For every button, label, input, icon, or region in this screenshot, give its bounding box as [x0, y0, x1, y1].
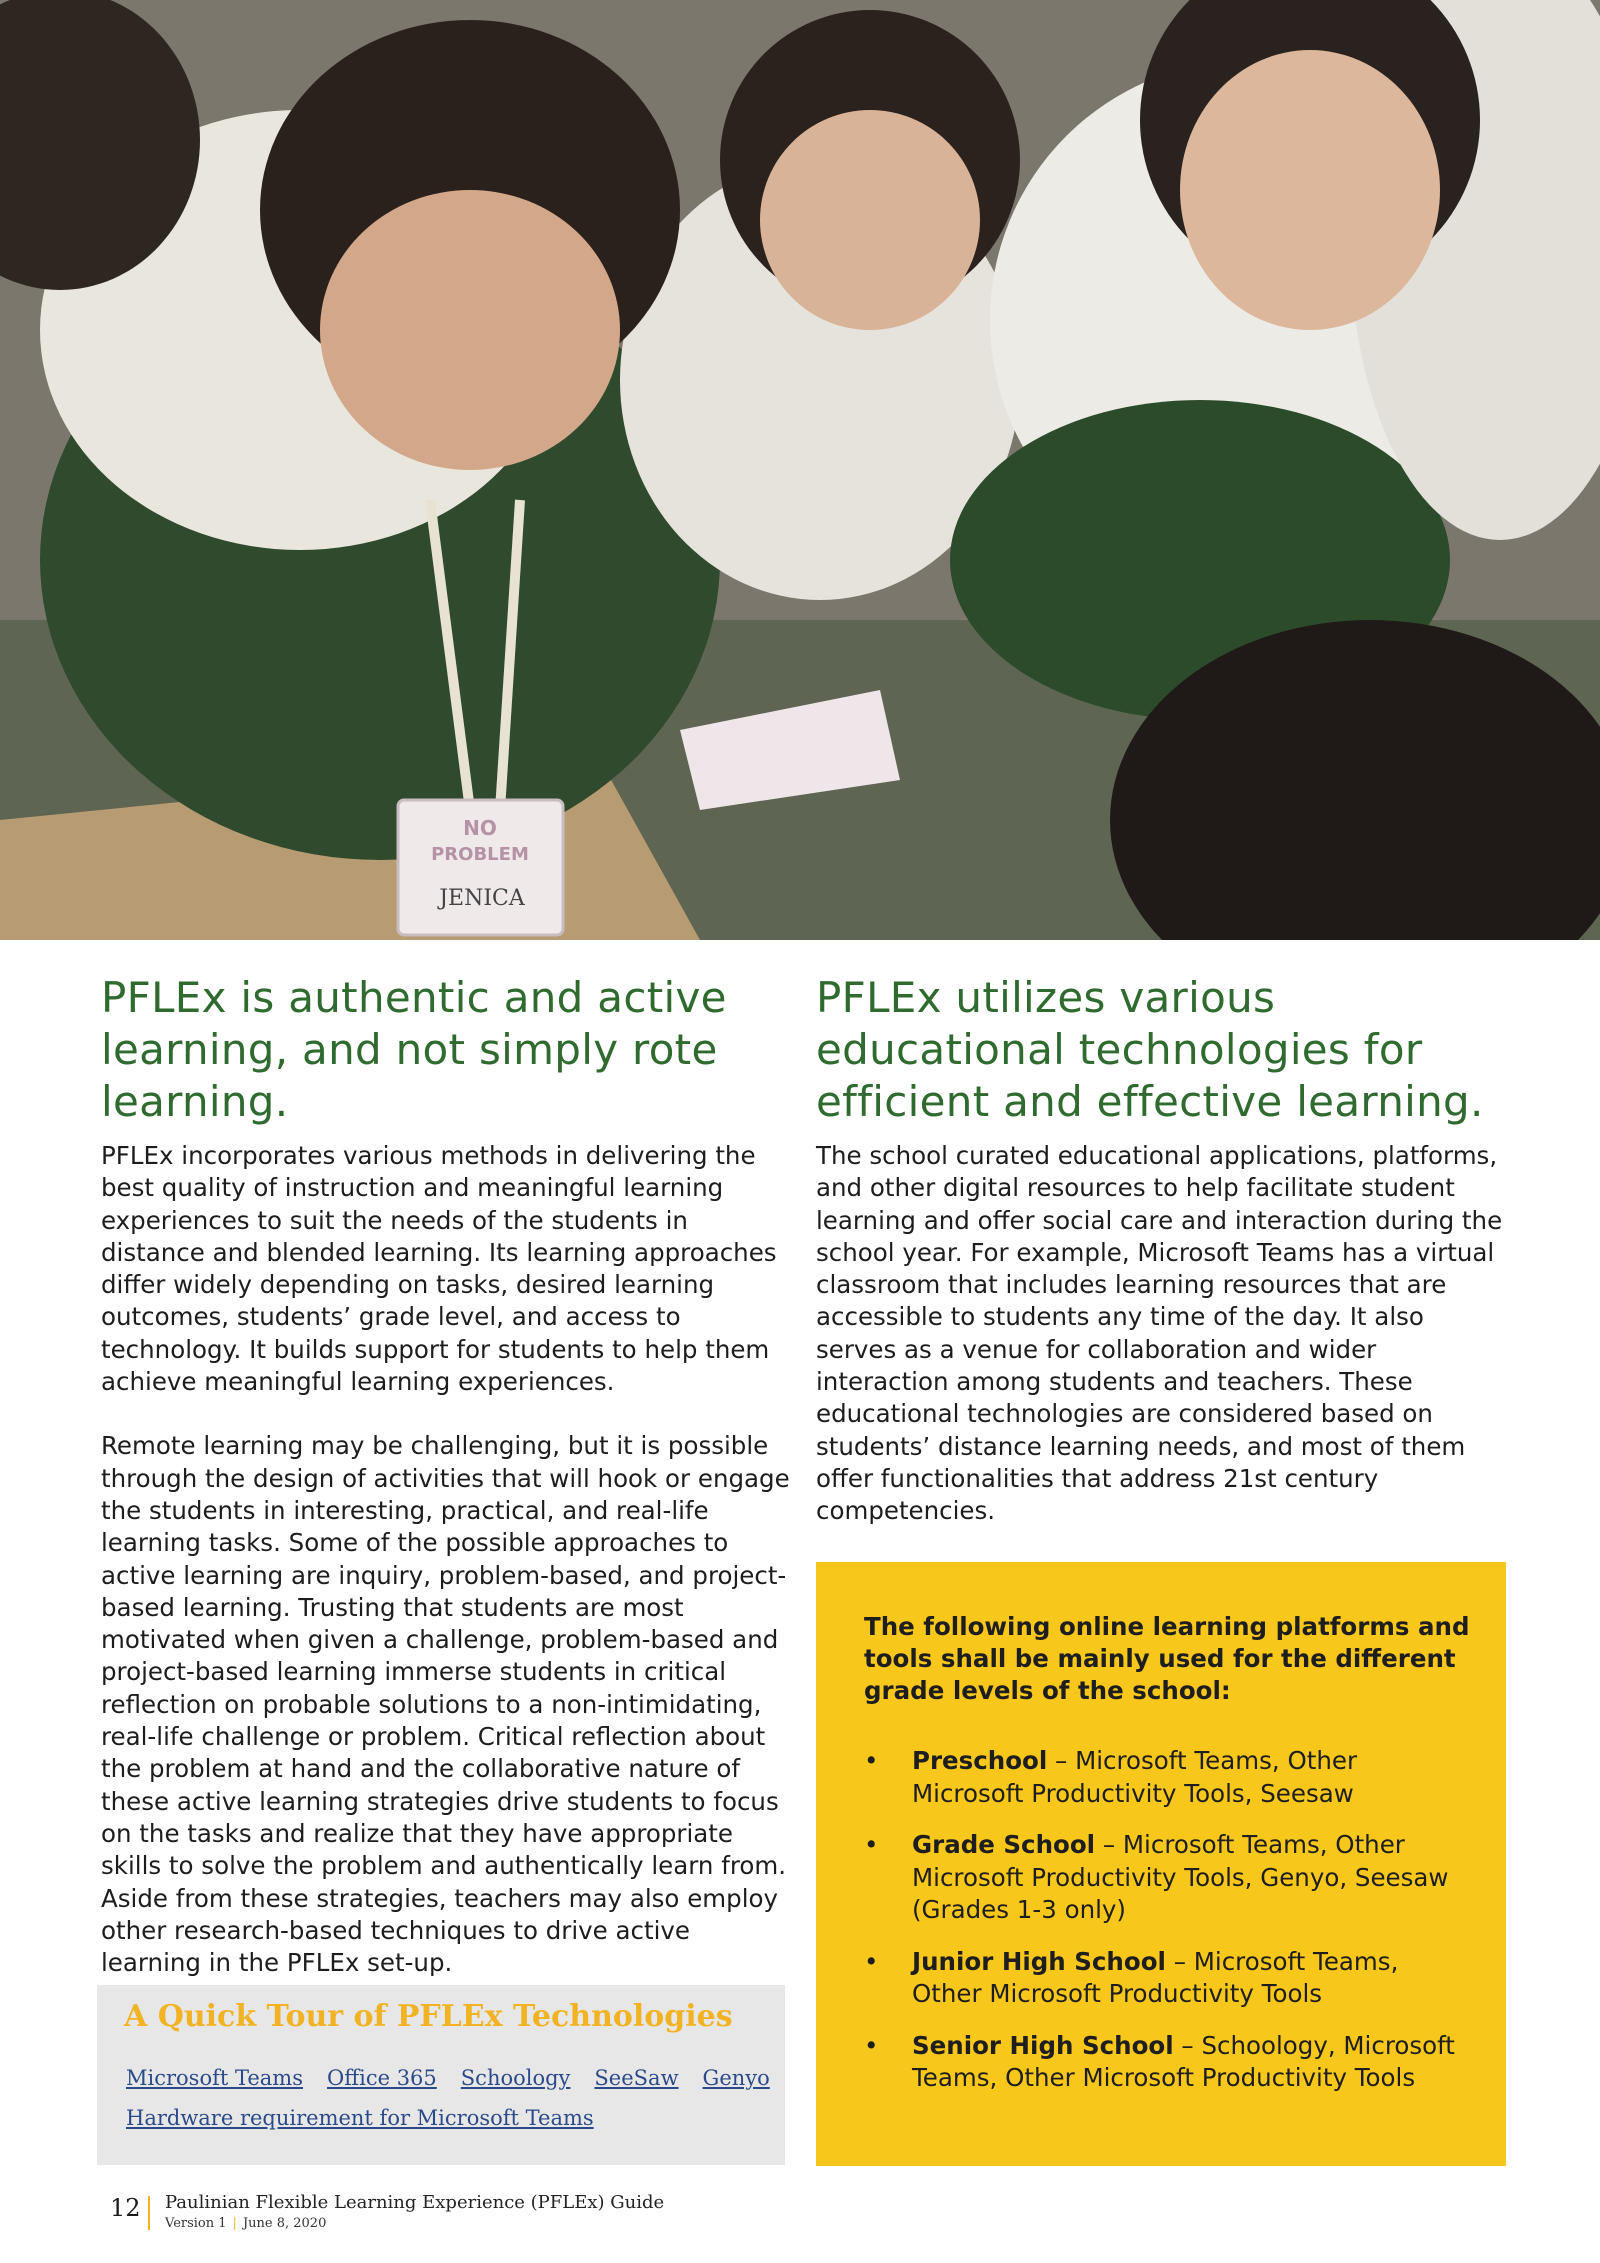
- right-column: [816, 972, 1506, 1528]
- badge-text-line2: PROBLEM: [431, 844, 529, 865]
- bullet-icon: •: [864, 1746, 879, 1775]
- list-item: [864, 1745, 1474, 1810]
- footer-title: Paulinian Flexible Learning Experience (PFLEx) Guide: [165, 2192, 665, 2213]
- footer-version-line: [165, 2216, 326, 2231]
- grade-level-tools: – Schoology, Microsoft Teams, Other Microsoft Productivity Tools: [912, 2030, 1455, 2092]
- footer-version: Version 1: [165, 2216, 227, 2231]
- link-office-365[interactable]: Office 365: [326, 2066, 437, 2090]
- footer-divider: [148, 2196, 150, 2230]
- grade-level-tools: – Microsoft Teams, Other Microsoft Productivity Tools, Genyo, Seesaw (Grades 1-3 only): [912, 1830, 1449, 1924]
- grade-level-label: Preschool: [912, 1746, 1048, 1775]
- list-item: [864, 1946, 1474, 2011]
- platforms-intro: The following online learning platforms and tools shall be mainly used for the different grade levels of the school:: [864, 1612, 1470, 1705]
- link-seesaw[interactable]: SeeSaw: [594, 2066, 679, 2090]
- grade-level-label: Grade School: [912, 1830, 1096, 1859]
- page-number: 12: [110, 2194, 141, 2222]
- link-microsoft-teams[interactable]: Microsoft Teams: [126, 2066, 303, 2090]
- bullet-icon: •: [864, 1946, 879, 1976]
- footer-separator: |: [232, 2216, 237, 2231]
- link-schoology[interactable]: Schoology: [460, 2066, 571, 2090]
- list-item: [864, 1829, 1474, 1927]
- list-item: [864, 2030, 1474, 2095]
- footer-date: June 8, 2020: [242, 2216, 327, 2231]
- grade-level-label: Junior High School: [912, 1946, 1166, 1976]
- left-heading: PFLEx is authentic and active learning, and not simply rote learning.: [101, 973, 727, 1126]
- right-paragraph-1: The school curated educational applications, platforms, and other digital resources to help facilitate student learning and offer social care and interaction during the school year. For example, Microsoft Teams has a virtual classroom that includes learning resources that are accessible to students any time of the day. It also serves as a venue for collaboration and wider interaction among students and teachers. These educational technologies are considered based on students’ distance learning needs, and most of them offer functionalities that address 21st century competencies.: [816, 1141, 1503, 1526]
- grade-level-tools: – Microsoft Teams, Other Microsoft Productivity Tools: [912, 1946, 1399, 2008]
- badge-text-line1: NO: [463, 816, 497, 840]
- left-column: [101, 972, 791, 1979]
- bullet-icon: •: [864, 1830, 879, 1859]
- quick-tour-links: [126, 2058, 770, 2138]
- grade-level-tools: – Microsoft Teams, Other Microsoft Productivity Tools, Seesaw: [912, 1746, 1358, 1808]
- grade-level-label: Senior High School: [912, 2030, 1174, 2060]
- header-photo: [0, 0, 1600, 940]
- left-paragraph-1: PFLEx incorporates various methods in delivering the best quality of instruction and meaningful learning experiences to suit the needs of the students in distance and blended learning. Its learning approaches differ widely depending on tasks, desired learning outcomes, students’ grade level, and access to technology. It builds support for students to help them achieve meaningful learning experiences.: [101, 1141, 777, 1397]
- platforms-list: [864, 1745, 1474, 2114]
- link-genyo[interactable]: Genyo: [702, 2066, 770, 2090]
- quick-tour-box: [97, 1985, 785, 2165]
- link-hardware-requirement[interactable]: Hardware requirement for Microsoft Teams: [126, 2106, 594, 2130]
- name-tag-text: JENICA: [439, 886, 525, 911]
- platforms-box: [816, 1562, 1506, 2166]
- bullet-icon: •: [864, 2030, 879, 2060]
- students-photo-illustration: [0, 0, 1600, 940]
- left-paragraph-2: Remote learning may be challenging, but it is possible through the design of activities that will hook or engage the students in interesting, practical, and real-life learning tasks. Some of the possible approaches to active learning are inquiry, problem-based, and project-based learning. Trusting that students are most motivated when given a challenge, problem-based and project-based learning immerse students in critical reflection on probable solutions to a non-intimidating, real-life challenge or problem. Critical reflection about the problem at hand and the collaborative nature of these active learning strategies drive students to focus on the tasks and realize that they have appropriate skills to solve the problem and authentically learn from. Aside from these strategies, teachers may also employ other research-based techniques to drive active learning in the PFLEx set-up.: [101, 1431, 790, 1978]
- quick-tour-title: A Quick Tour of PFLEx Technologies: [124, 1999, 733, 2034]
- right-heading: PFLEx utilizes various educational technologies for efficient and effective learning.: [816, 973, 1484, 1126]
